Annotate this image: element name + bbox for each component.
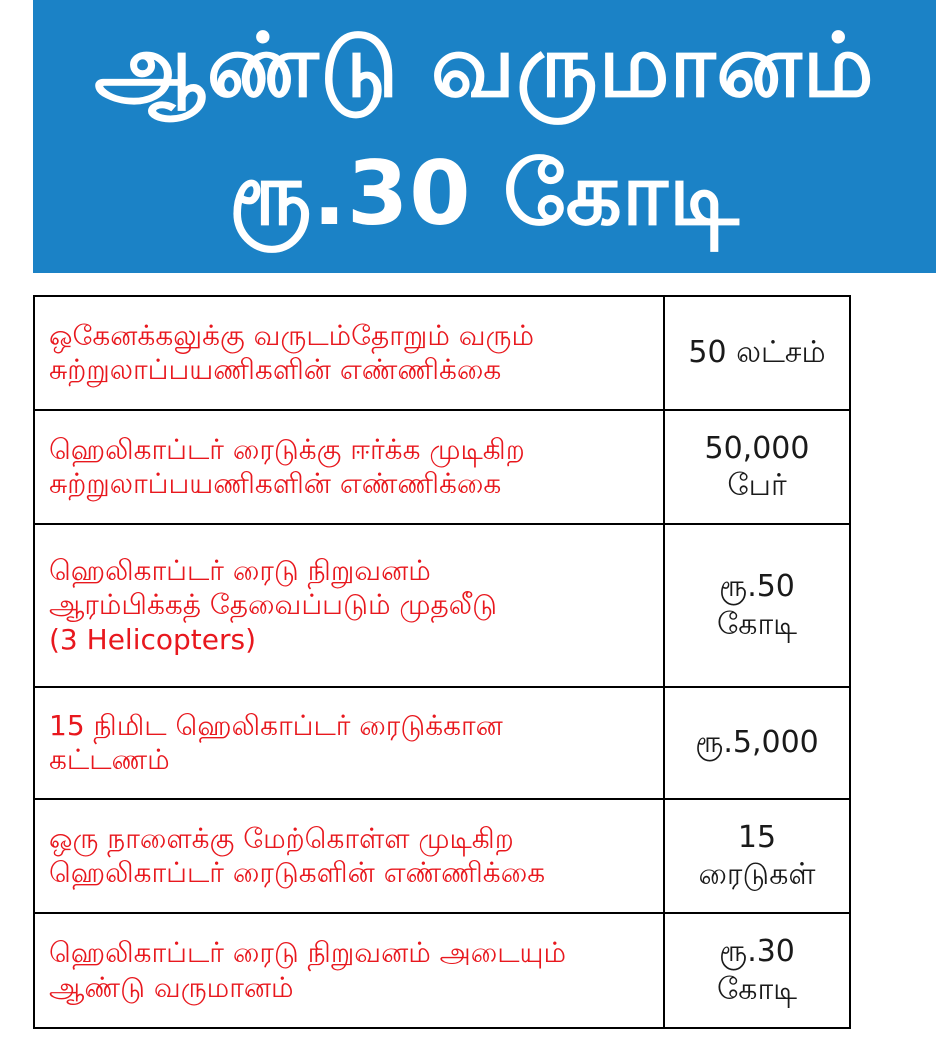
row-label-cell [35, 411, 665, 523]
row-value-cell [665, 688, 849, 798]
row-label-cell [35, 914, 665, 1027]
row-label-cell [35, 525, 665, 686]
row-label: ஹெலிகாப்டர் ரைடு நிறுவனம் அடையும் ஆண்டு வருமானம் [49, 936, 567, 1004]
table-row [35, 688, 849, 800]
row-value-cell [665, 411, 849, 523]
row-value-cell [665, 297, 849, 409]
row-label-cell [35, 800, 665, 912]
row-value: 50,000 பேர் [704, 430, 810, 503]
row-value: 15 ரைடுகள் [698, 819, 816, 892]
row-value-cell [665, 800, 849, 912]
row-value: ரூ.30 கோடி [716, 934, 798, 1007]
row-value: ரூ.5,000 [695, 725, 819, 761]
table-row [35, 800, 849, 914]
row-label: 15 நிமிட ஹெலிகாப்டர் ரைடுக்கான கட்டணம் [49, 708, 503, 776]
row-label-cell [35, 297, 665, 409]
table-row [35, 297, 849, 411]
row-label-cell [35, 688, 665, 798]
info-table [33, 295, 851, 1029]
row-label: ஒரு நாளைக்கு மேற்கொள்ள முடிகிற ஹெலிகாப்டர் ரைடுகளின் எண்ணிக்கை [49, 821, 546, 889]
table-row [35, 914, 849, 1027]
row-value: 50 லட்சம் [688, 335, 826, 371]
row-value-cell [665, 525, 849, 686]
row-value-cell [665, 914, 849, 1027]
header-banner [33, 0, 936, 273]
row-label: ஒகேனக்கலுக்கு வருடம்தோறும் வரும் சுற்றுலாப்பயணிகளின் எண்ணிக்கை [49, 318, 535, 386]
table-row [35, 525, 849, 688]
header-title-line1: ஆண்டு வருமானம் [94, 14, 875, 117]
header-title-line2: ரூ.30 கோடி [229, 142, 740, 245]
row-value: ரூ.50 கோடி [716, 569, 798, 642]
row-label: ஹெலிகாப்டர் ரைடு நிறுவனம் ஆரம்பிக்கத் தேவைப்படும் முதலீடு (3 Helicopters) [49, 554, 497, 656]
table-row [35, 411, 849, 525]
row-label: ஹெலிகாப்டர் ரைடுக்கு ஈர்க்க முடிகிற சுற்றுலாப்பயணிகளின் எண்ணிக்கை [49, 432, 525, 500]
